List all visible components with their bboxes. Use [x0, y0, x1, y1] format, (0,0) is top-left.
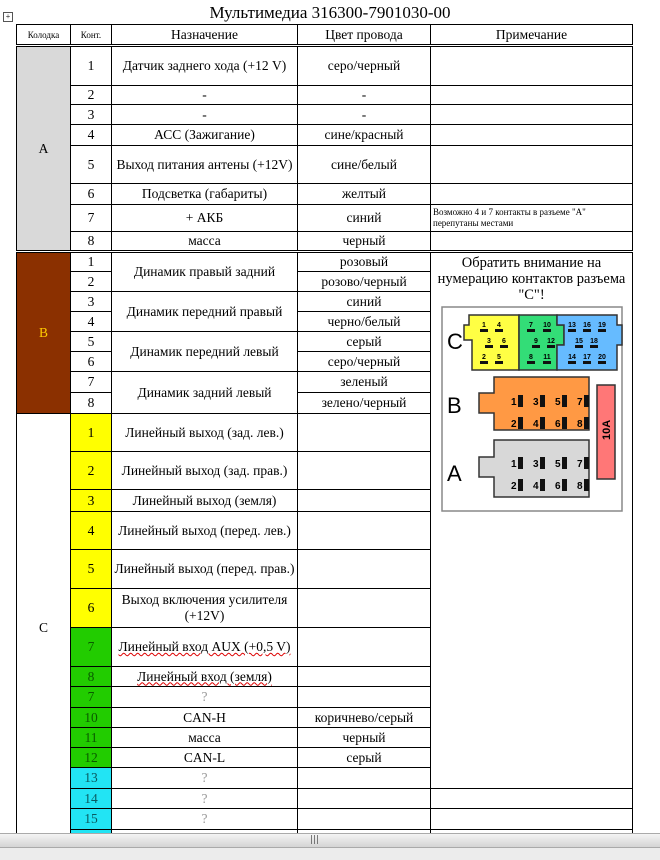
- svg-text:4: 4: [532, 481, 539, 492]
- svg-text:1: 1: [510, 397, 517, 408]
- purpose: ?: [112, 789, 298, 809]
- wire-color: [298, 667, 431, 687]
- contact-number: 5: [71, 550, 112, 589]
- svg-text:2: 2: [510, 481, 517, 492]
- table-row: [17, 184, 633, 205]
- wire-color: [298, 789, 431, 809]
- header-purpose: Назначение: [112, 25, 298, 46]
- wire-color: серо/черный: [298, 46, 431, 86]
- block-a: A: [17, 46, 71, 252]
- svg-text:8: 8: [576, 419, 583, 430]
- svg-text:5: 5: [496, 354, 501, 361]
- svg-text:6: 6: [501, 338, 506, 345]
- connector-note-text: Обратить внимание на нумерацию контактов разъема "С"!: [437, 255, 626, 303]
- svg-text:6: 6: [554, 419, 561, 430]
- table-row: [17, 789, 633, 809]
- table-row: [17, 232, 633, 252]
- wire-color: [298, 768, 431, 789]
- contact-number: 6: [71, 589, 112, 628]
- contact-number: 2: [71, 452, 112, 490]
- connector-note: [431, 252, 633, 789]
- svg-text:14: 14: [567, 354, 576, 361]
- purpose: Линейный выход (перед. прав.): [112, 550, 298, 589]
- svg-text:10: 10: [542, 322, 551, 329]
- note: [431, 46, 633, 86]
- contact-number: 5: [71, 332, 112, 352]
- connector-diagram: [439, 305, 625, 515]
- svg-text:7: 7: [576, 397, 583, 408]
- wire-color: сине/белый: [298, 146, 431, 184]
- purpose: масса: [112, 728, 298, 748]
- contact-number: 11: [71, 728, 112, 748]
- status-area: [0, 848, 660, 860]
- label-c: C: [446, 329, 463, 354]
- svg-text:3: 3: [532, 397, 539, 408]
- wire-color: серый: [298, 748, 431, 768]
- purpose: + АКБ: [112, 205, 298, 232]
- svg-text:9: 9: [533, 338, 538, 345]
- purpose: Выход питания антены (+12V): [112, 146, 298, 184]
- block-c: C: [17, 414, 71, 842]
- wire-color: черный: [298, 728, 431, 748]
- wire-color: [298, 414, 431, 452]
- svg-text:20: 20: [597, 354, 606, 361]
- svg-text:5: 5: [554, 459, 561, 470]
- purpose: Динамик задний левый: [112, 372, 298, 414]
- contact-number: 1: [71, 252, 112, 272]
- note: Возможно 4 и 7 контакты в разъеме "А" перепутаны местами: [431, 205, 633, 232]
- wire-color: черный: [298, 232, 431, 252]
- wire-color: [298, 589, 431, 628]
- note: [431, 232, 633, 252]
- purpose: АСС (Зажигание): [112, 125, 298, 146]
- purpose: CAN-L: [112, 748, 298, 768]
- wire-color: -: [298, 86, 431, 105]
- table-row: [17, 125, 633, 146]
- svg-text:11: 11: [542, 354, 551, 361]
- svg-text:18: 18: [589, 338, 598, 345]
- wire-color: [298, 550, 431, 589]
- contact-number: 12: [71, 748, 112, 768]
- svg-text:7: 7: [576, 459, 583, 470]
- contact-number: 3: [71, 292, 112, 312]
- svg-text:13: 13: [567, 322, 576, 329]
- purpose-text: Линейный вход (земля): [137, 668, 272, 684]
- table-move-handle[interactable]: +: [3, 12, 13, 22]
- svg-text:15: 15: [574, 338, 583, 345]
- svg-text:8: 8: [528, 354, 533, 361]
- svg-text:3: 3: [486, 338, 491, 345]
- block-b: B: [17, 252, 71, 414]
- svg-text:12: 12: [546, 338, 555, 345]
- purpose: Линейный выход (зад. лев.): [112, 414, 298, 452]
- purpose: -: [112, 86, 298, 105]
- purpose: Линейный выход (земля): [112, 490, 298, 512]
- page-title: Мультимедиа 316300-7901030-00: [209, 3, 451, 22]
- wire-color: синий: [298, 292, 431, 312]
- header-block: Колодка: [17, 25, 71, 46]
- contact-number: 8: [71, 232, 112, 252]
- header-row: [17, 25, 633, 46]
- purpose: Динамик передний левый: [112, 332, 298, 372]
- purpose: Динамик передний правый: [112, 292, 298, 332]
- note: [431, 125, 633, 146]
- contact-number: 5: [71, 146, 112, 184]
- wire-color: черно/белый: [298, 312, 431, 332]
- wire-color: зелено/черный: [298, 393, 431, 414]
- purpose: Динамик правый задний: [112, 252, 298, 292]
- wire-color: розовый: [298, 252, 431, 272]
- svg-text:7: 7: [528, 322, 533, 329]
- contact-number: 8: [71, 393, 112, 414]
- svg-text:3: 3: [532, 459, 539, 470]
- purpose: -: [112, 105, 298, 125]
- svg-text:1: 1: [510, 459, 517, 470]
- note: [431, 184, 633, 205]
- purpose: Датчик заднего хода (+12 V): [112, 46, 298, 86]
- contact-number: 4: [71, 512, 112, 550]
- wire-color: желтый: [298, 184, 431, 205]
- contact-number: 1: [71, 46, 112, 86]
- contact-number: 2: [71, 272, 112, 292]
- purpose: ?: [112, 687, 298, 708]
- wire-color: серо/черный: [298, 352, 431, 372]
- note: [431, 809, 633, 830]
- purpose: масса: [112, 232, 298, 252]
- wire-color: [298, 628, 431, 667]
- pinout-table: [16, 24, 633, 842]
- note: [431, 105, 633, 125]
- contact-number: 2: [71, 86, 112, 105]
- purpose: ?: [112, 809, 298, 830]
- svg-text:4: 4: [532, 419, 539, 430]
- purpose: ?: [112, 768, 298, 789]
- wire-color: зеленый: [298, 372, 431, 393]
- note: [431, 146, 633, 184]
- contact-number: 15: [71, 809, 112, 830]
- purpose: Выход включения усилителя (+12V): [112, 589, 298, 628]
- contact-number: 6: [71, 184, 112, 205]
- svg-text:4: 4: [496, 322, 501, 329]
- contact-number: 6: [71, 352, 112, 372]
- contact-number: 13: [71, 768, 112, 789]
- wire-color: [298, 490, 431, 512]
- wire-color: [298, 687, 431, 708]
- header-contact: Конт.: [71, 25, 112, 46]
- scrollbar-grip-icon[interactable]: |||: [310, 835, 320, 845]
- wire-color: синий: [298, 205, 431, 232]
- label-a: A: [446, 461, 462, 486]
- purpose: Линейный выход (зад. прав.): [112, 452, 298, 490]
- contact-number: 1: [71, 414, 112, 452]
- contact-number: 7: [71, 372, 112, 393]
- wire-color: [298, 512, 431, 550]
- svg-text:6: 6: [554, 481, 561, 492]
- fuse-label: 10A: [600, 419, 613, 440]
- header-note: Примечание: [431, 25, 633, 46]
- contact-number: 10: [71, 708, 112, 728]
- contact-number: 4: [71, 125, 112, 146]
- table-row: [17, 809, 633, 830]
- svg-text:17: 17: [582, 354, 591, 361]
- wire-color: коричнево/серый: [298, 708, 431, 728]
- svg-text:8: 8: [576, 481, 583, 492]
- purpose: Линейный выход (перед. лев.): [112, 512, 298, 550]
- contact-number: 3: [71, 105, 112, 125]
- contact-number: 7: [71, 628, 112, 667]
- svg-text:1: 1: [481, 322, 486, 329]
- svg-text:2: 2: [481, 354, 486, 361]
- svg-text:2: 2: [510, 419, 517, 430]
- svg-text:19: 19: [597, 322, 606, 329]
- purpose: [112, 667, 298, 687]
- contact-number: 14: [71, 789, 112, 809]
- contact-number: 8: [71, 667, 112, 687]
- wire-color: сине/красный: [298, 125, 431, 146]
- label-b: B: [446, 393, 462, 418]
- contact-number: 7: [71, 687, 112, 708]
- header-wire-color: Цвет провода: [298, 25, 431, 46]
- table-row: [17, 86, 633, 105]
- table-row: [17, 205, 633, 232]
- wire-color: [298, 452, 431, 490]
- horizontal-scrollbar[interactable]: [0, 833, 660, 848]
- wire-color: серый: [298, 332, 431, 352]
- svg-text:16: 16: [582, 322, 591, 329]
- purpose: [112, 628, 298, 667]
- wire-color: [298, 809, 431, 830]
- purpose-text: Линейный вход AUX (+0,5 V): [118, 639, 291, 654]
- purpose: Подсветка (габариты): [112, 184, 298, 205]
- wire-color: розово/черный: [298, 272, 431, 292]
- table-row: [17, 46, 633, 86]
- table-row: [17, 146, 633, 184]
- table-row: [17, 252, 633, 272]
- contact-number: 4: [71, 312, 112, 332]
- purpose: CAN-H: [112, 708, 298, 728]
- wire-color: -: [298, 105, 431, 125]
- table-row: [17, 105, 633, 125]
- note: [431, 86, 633, 105]
- contact-number: 3: [71, 490, 112, 512]
- contact-number: 7: [71, 205, 112, 232]
- note: [431, 789, 633, 809]
- svg-text:5: 5: [554, 397, 561, 408]
